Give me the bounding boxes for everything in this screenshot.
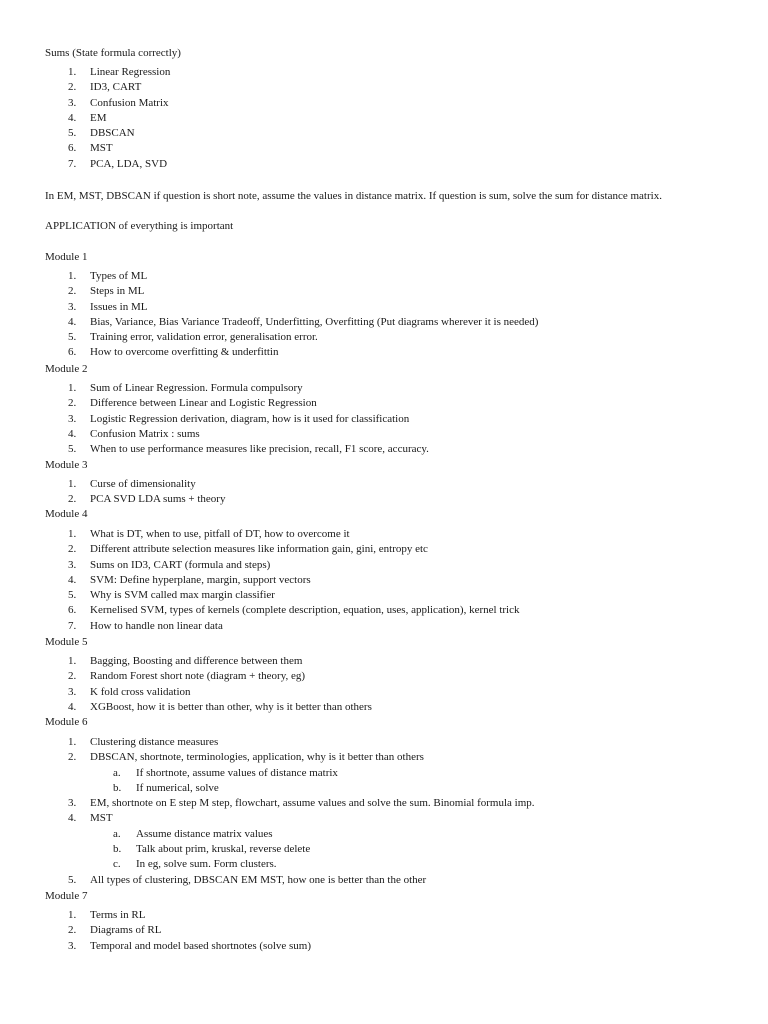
list-number: 1. [68,66,77,78]
list-text: Confusion Matrix : sums [90,427,200,440]
list-text: Talk about prim, kruskal, reverse delete [136,843,311,856]
list-text: Confusion Matrix [90,96,169,109]
list-number: 3. [68,300,77,313]
list-text: ID3, CART [90,81,142,94]
module-5-title: Module 5 [45,636,88,648]
list-text: When to use performance measures like precision, recall, F1 score, accuracy. [90,443,429,456]
list-number: 1. [68,528,77,540]
list-number: 2. [68,397,77,410]
list-number: 1. [68,270,77,282]
list-text: Steps in ML [90,285,145,298]
module-6-title: Module 6 [45,716,88,728]
list-number: 7. [68,619,77,632]
list-text: Assume distance matrix values [136,827,273,840]
list-text: In eg, solve sum. Form clusters. [136,858,277,871]
note-application: APPLICATION of everything is important [45,220,234,232]
list-text: Difference between Linear and Logistic Regression [90,397,317,410]
list-number: 2. [68,924,77,937]
list-number: 4. [68,427,77,440]
list-text: PCA SVD LDA sums + theory [90,493,226,506]
list-text: Terms in RL [90,909,146,921]
list-text: Clustering distance measures [90,736,219,748]
list-number: 3. [68,797,77,810]
list-text: EM [90,111,107,124]
list-number: 1. [68,382,77,394]
list-text: PCA, LDA, SVD [90,157,168,170]
list-letter: c. [113,858,121,871]
list-text: Issues in ML [90,300,148,313]
list-text: DBSCAN [90,127,135,140]
list-text: Logistic Regression derivation, diagram, how is it used for classification [90,412,410,425]
module-1-title: Module 1 [45,251,88,263]
list-number: 2. [68,493,77,506]
list-letter: b. [113,781,122,794]
list-number: 1. [68,909,77,921]
list-text: Different attribute selection measures like information gain, gini, entropy etc [90,543,428,556]
list-text: How to handle non linear data [90,619,223,632]
list-number: 4. [68,700,77,713]
list-text: Bagging, Boosting and difference between them [90,655,303,667]
list-letter: a. [113,766,121,779]
list-number: 3. [68,96,77,109]
module-3-title: Module 3 [45,459,88,471]
list-number: 1. [68,736,77,748]
list-number: 2. [68,285,77,298]
list-number: 4. [68,812,77,825]
list-text: Sums on ID3, CART (formula and steps) [90,558,271,571]
list-text: DBSCAN, shortnote, terminologies, application, why is it better than others [90,751,424,764]
list-text: Random Forest short note (diagram + theory, eg) [90,670,306,683]
list-text: MST [90,142,113,155]
list-text: If numerical, solve [136,781,219,794]
note-em-mst-dbscan: In EM, MST, DBSCAN if question is short note, assume the values in distance matrix. If question is sum, solve the sum for distance matrix. [45,190,662,202]
module-7-title: Module 7 [45,890,88,902]
list-text: MST [90,812,113,825]
list-number: 6. [68,142,77,155]
list-number: 7. [68,157,77,170]
list-text: Temporal and model based shortnotes (solve sum) [90,939,312,952]
list-text: Training error, validation error, generalisation error. [90,331,318,344]
list-number: 2. [68,670,77,683]
list-text: Bias, Variance, Bias Variance Tradeoff, Underfitting, Overfitting (Put diagrams wherever it is needed) [90,315,539,328]
list-text: If shortnote, assume values of distance matrix [136,766,338,779]
list-text: Linear Regression [90,66,171,78]
list-text: All types of clustering, DBSCAN EM MST, how one is better than the other [90,873,427,886]
list-text: Sum of Linear Regression. Formula compulsory [90,382,303,394]
list-number: 5. [68,589,77,602]
list-number: 3. [68,939,77,952]
list-text: Diagrams of RL [90,924,162,937]
list-number: 5. [68,443,77,456]
list-text: Why is SVM called max margin classifier [90,589,275,602]
list-text: How to overcome overfitting & underfittin [90,346,279,359]
list-number: 6. [68,346,77,359]
list-number: 4. [68,111,77,124]
list-number: 3. [68,685,77,698]
list-letter: b. [113,843,122,856]
list-number: 6. [68,604,77,617]
list-text: Curse of dimensionality [90,478,196,490]
list-number: 2. [68,543,77,556]
list-letter: a. [113,827,121,840]
list-number: 2. [68,751,77,764]
list-text: K fold cross validation [90,685,191,698]
sums-heading: Sums (State formula correctly) [45,47,181,59]
list-text: Kernelised SVM, types of kernels (complete description, equation, uses, application), kernel trick [90,604,520,617]
list-number: 5. [68,873,77,886]
list-number: 1. [68,655,77,667]
list-number: 5. [68,127,77,140]
module-4-title: Module 4 [45,508,88,520]
list-text: SVM: Define hyperplane, margin, support vectors [90,573,311,586]
list-number: 4. [68,573,77,586]
list-text: What is DT, when to use, pitfall of DT, how to overcome it [90,528,350,540]
list-number: 1. [68,478,77,490]
list-number: 3. [68,558,77,571]
module-2-title: Module 2 [45,363,88,375]
list-number: 5. [68,331,77,344]
list-text: Types of ML [90,270,148,282]
list-text: XGBoost, how it is better than other, why is it better than others [90,700,372,713]
list-number: 4. [68,315,77,328]
list-text: EM, shortnote on E step M step, flowchart, assume values and solve the sum. Binomial formula imp. [90,797,535,810]
list-number: 2. [68,81,77,94]
list-number: 3. [68,412,77,425]
